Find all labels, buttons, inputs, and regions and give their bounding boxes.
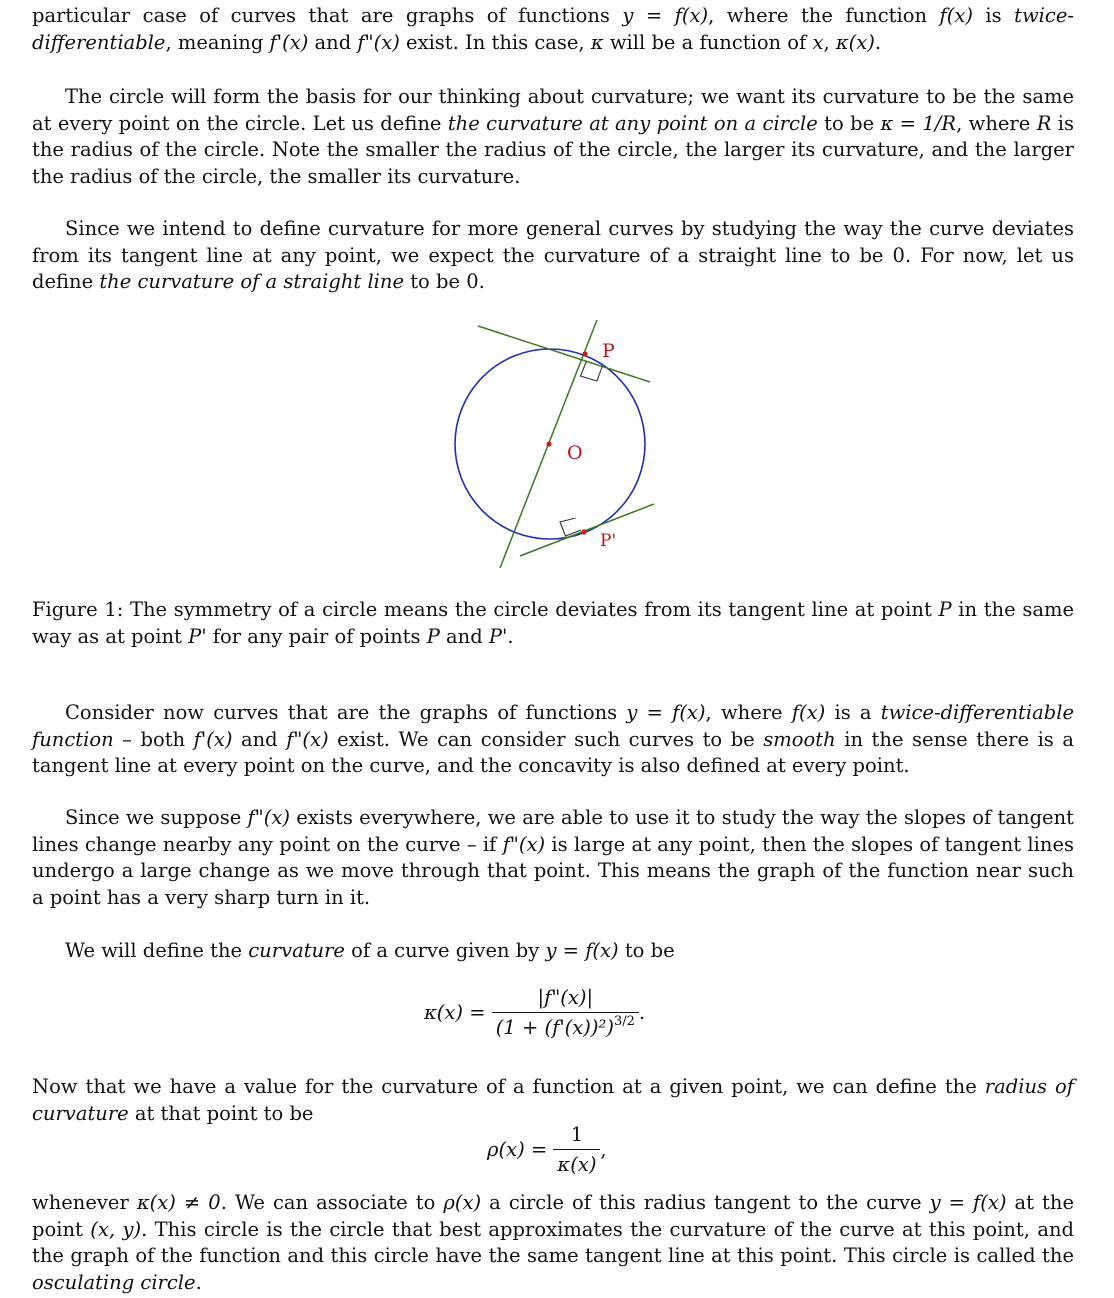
math-inline: f"(x)	[247, 806, 290, 829]
text: The circle will form the basis for our thinking about curvature; we want its curvature to be the same at every point on the circle. Let us define	[32, 85, 1074, 135]
paragraph-2	[32, 84, 1074, 190]
text: exist. We can consider such curves to be	[328, 727, 764, 751]
text: is a	[825, 701, 881, 724]
math-inline: f(x)	[791, 701, 826, 724]
fraction-numerator: |f"(x)|	[492, 984, 639, 1013]
text: . This circle is the circle that best approximates the curvature of the curve at this point, and the graph of the function and this circle have the same tangent line at this point. This circle is called the	[32, 1217, 1074, 1267]
text: Since we intend to define curvature for more general curves by studying the way the curve deviates from its tangent line at any point, we expect the curvature of a straight line to be 0. For now, let us define	[32, 217, 1074, 293]
text: . We can associate to	[220, 1191, 444, 1214]
text: We will define the	[65, 939, 249, 962]
text: in the sense there is a tangent line at every point on the curve, and the concavity is also defined at every point.	[32, 727, 1074, 777]
text: in the same way as at point	[32, 598, 1074, 648]
text: .	[507, 624, 514, 648]
text: and	[308, 30, 358, 54]
emphasis: the curvature of a straight line	[99, 270, 405, 293]
text: .	[874, 30, 882, 54]
emphasis: twice-differentiable	[32, 4, 1074, 54]
emphasis: smooth	[763, 727, 836, 751]
math-inline: P	[938, 598, 952, 621]
text: particular case of curves that are graphs of functions	[32, 4, 623, 27]
math-inline: κ	[590, 30, 604, 54]
text: Consider now curves that are the graphs of functions	[65, 701, 627, 724]
tangent-line-p-prime	[520, 504, 654, 556]
fraction	[553, 1121, 600, 1180]
text: exist. In this case,	[399, 30, 591, 54]
text: for any pair of points	[206, 624, 427, 648]
math-inline: ρ(x)	[443, 1191, 482, 1214]
radius-of-curvature-equation	[487, 1121, 607, 1180]
equation-lhs: κ(x) =	[424, 1001, 486, 1024]
fraction	[492, 984, 639, 1043]
text: is the radius of the circle. Note the smaller the radius of the circle, the larger its curvature, and the larger the radius of the circle, the smaller its curvature.	[32, 111, 1075, 188]
label-o: O	[567, 442, 583, 464]
fraction-denominator: κ(x)	[557, 1153, 597, 1176]
emphasis: curvature	[248, 939, 345, 962]
math-inline: y = f(x)	[929, 1191, 1007, 1214]
text: , where the function	[708, 4, 940, 27]
text: will be a function of	[603, 30, 813, 54]
right-angle-marker-p	[581, 361, 603, 381]
tangent-line-p	[478, 326, 650, 382]
paragraph-7	[32, 1074, 1074, 1127]
text: exists everywhere, we are able to use it to study the way the slopes of tangent lines change nearby any point on the curve – if	[32, 806, 1074, 856]
paragraph-4	[32, 700, 1074, 780]
punctuation: .	[638, 1001, 646, 1024]
fraction-denominator	[492, 1013, 639, 1043]
math-inline: y = f(x)	[626, 701, 706, 724]
text: a circle of this radius tangent to the curve	[481, 1191, 930, 1214]
math-inline: f'(x)	[193, 727, 233, 751]
text: and	[439, 624, 489, 648]
curvature-equation	[424, 984, 645, 1043]
text: at the point	[32, 1191, 1074, 1241]
point-p-prime	[581, 529, 586, 534]
emphasis: radius of curvature	[32, 1075, 1074, 1125]
paragraph-3	[32, 216, 1074, 296]
text: , where	[705, 701, 792, 724]
math-inline: y = f(x)	[545, 939, 619, 962]
text: to be 0.	[404, 270, 485, 293]
math-inline: κ(x) ≠ 0	[136, 1191, 221, 1214]
math-inline: (x, y)	[90, 1217, 142, 1241]
math-inline: P	[426, 624, 440, 648]
label-p: P	[602, 340, 615, 362]
math-inline: x	[812, 30, 824, 54]
text: is large at any point, then the slopes of tangent lines undergo a large change as we move through that point. This means the graph of the function near such a point has a very sharp turn in it.	[32, 832, 1074, 909]
text: Figure 1: The symmetry of a circle means the circle deviates from its tangent line at point	[32, 598, 939, 621]
text: , where	[956, 111, 1037, 135]
denominator-base: (1 + (f'(x))²)	[495, 1016, 614, 1039]
math-inline: f"(x)	[502, 832, 546, 856]
math-inline: κ = 1/R	[880, 111, 957, 135]
point-p	[582, 351, 587, 356]
label-p-prime: P'	[600, 531, 617, 551]
text: and	[232, 727, 287, 751]
exponent: 3/2	[613, 1014, 635, 1029]
text: of a curve given by	[344, 939, 546, 962]
text: to be	[618, 939, 675, 962]
text: whenever	[32, 1191, 137, 1214]
emphasis: twice-differentiable function	[32, 701, 1075, 751]
fraction-numerator: 1	[553, 1121, 600, 1150]
paragraph-8	[32, 1190, 1074, 1296]
paragraph-5	[32, 805, 1074, 911]
math-inline: f'(x)	[269, 30, 309, 54]
paragraph-1	[32, 3, 1074, 56]
text: is	[972, 4, 1015, 27]
punctuation: ,	[600, 1138, 607, 1161]
math-inline: f"(x)	[286, 727, 329, 751]
text: – both	[113, 727, 194, 751]
text: at that point to be	[128, 1101, 314, 1125]
math-inline: f"(x)	[357, 30, 400, 54]
math-inline: R	[1036, 111, 1052, 135]
equation-lhs: ρ(x) =	[487, 1138, 548, 1161]
math-inline: f(x)	[939, 4, 973, 27]
text: , meaning	[165, 30, 270, 54]
text: ,	[823, 30, 836, 54]
math-inline: κ(x)	[835, 30, 875, 54]
math-inline: P'	[188, 624, 207, 648]
math-inline: y = f(x)	[622, 4, 709, 27]
emphasis: osculating circle	[32, 1270, 196, 1294]
paragraph-6	[32, 938, 1074, 965]
point-o	[546, 441, 551, 446]
figure-caption	[32, 597, 1074, 650]
emphasis: the curvature at any point on a circle	[447, 111, 818, 135]
text: to be	[817, 111, 881, 135]
text: Since we suppose	[65, 806, 248, 829]
text: .	[195, 1270, 202, 1294]
math-inline: P'	[488, 624, 508, 648]
text: Now that we have a value for the curvature of a function at a given point, we can define the	[32, 1075, 985, 1098]
circle-figure	[440, 314, 680, 574]
